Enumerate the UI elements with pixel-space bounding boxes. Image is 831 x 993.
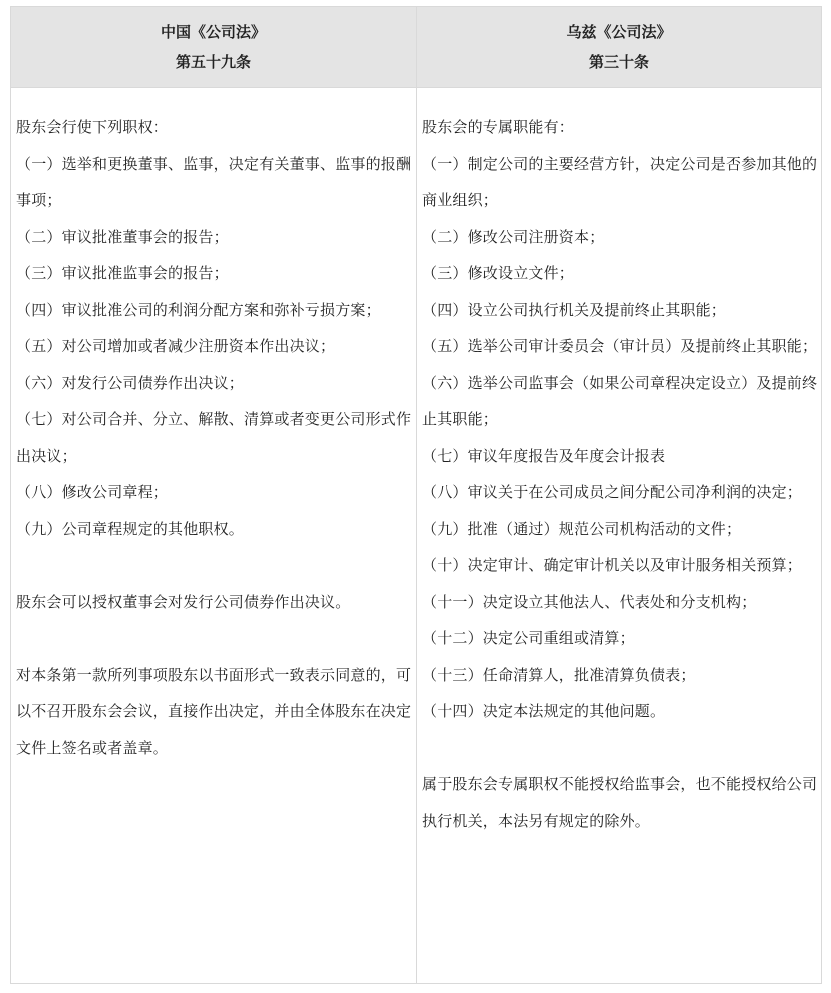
list-item: （四）设立公司执行机关及提前终止其职能； (422, 300, 727, 319)
left-paragraph-3: 对本条第一款所列事项股东以书面形式一致表示同意的，可以不召开股东会会议，直接作出决定，并由全体股东在决定文件上签名或者盖章。 (16, 665, 412, 757)
list-item: （十四）决定本法规定的其他问题。 (422, 702, 666, 720)
list-item: （一）制定公司的主要经营方针，决定公司是否参加其他的商业组织； (422, 154, 818, 209)
list-item: （十三）任命清算人，批准清算负债表； (422, 665, 696, 684)
comparison-table (10, 6, 822, 984)
list-item: （九）批准（通过）规范公司机构活动的文件； (422, 519, 742, 538)
spacer (16, 547, 414, 584)
left-paragraph-2: 股东会可以授权董事会对发行公司债券作出决议。 (16, 592, 351, 611)
list-item: （十一）决定设立其他法人、代表处和分支机构； (422, 592, 757, 611)
left-subtitle: 第五十九条 (175, 53, 251, 71)
left-column (11, 7, 417, 983)
left-intro: 股东会行使下列职权： (16, 118, 169, 136)
list-item: （四）审议批准公司的利润分配方案和弥补亏损方案； (16, 300, 381, 319)
right-intro: 股东会的专属职能有： (422, 118, 575, 136)
list-item: （一）选举和更换董事、监事，决定有关董事、监事的报酬事项； (16, 154, 412, 209)
spacer (422, 730, 819, 767)
list-item: （五）选举公司审计委员会（审计员）及提前终止其职能； (422, 337, 818, 355)
left-header (11, 7, 416, 88)
list-item: （三）修改设立文件； (422, 264, 575, 282)
list-item: （九）公司章程规定的其他职权。 (16, 519, 245, 538)
list-item: （十）决定审计、确定审计机关以及审计服务相关预算； (422, 556, 803, 574)
right-column (417, 7, 821, 983)
right-body (417, 88, 821, 839)
left-title: 中国《公司法》 (160, 23, 266, 41)
list-item: （二）审议批准董事会的报告； (16, 227, 229, 246)
list-item: （二）修改公司注册资本； (422, 227, 605, 246)
list-item: （六）选举公司监事会（如果公司章程决定设立）及提前终止其职能； (422, 373, 818, 428)
list-item: （七）对公司合并、分立、解散、清算或者变更公司形式作出决议； (16, 410, 412, 465)
list-item: （七）审议年度报告及年度会计报表 (422, 446, 666, 465)
spacer (16, 620, 414, 657)
list-item: （八）修改公司章程； (16, 483, 169, 501)
right-paragraph-2: 属于股东会专属职权不能授权给监事会，也不能授权给公司执行机关，本法另有规定的除外。 (422, 775, 818, 830)
list-item: （五）对公司增加或者减少注册资本作出决议； (16, 337, 336, 355)
list-item: （六）对发行公司债券作出决议； (16, 373, 245, 392)
right-header (417, 7, 821, 88)
left-body (11, 88, 416, 766)
right-title: 乌兹《公司法》 (566, 23, 672, 41)
list-item: （三）审议批准监事会的报告； (16, 264, 229, 282)
right-subtitle: 第三十条 (588, 53, 649, 71)
list-item: （十二）决定公司重组或清算； (422, 629, 635, 647)
list-item: （八）审议关于在公司成员之间分配公司净利润的决定； (422, 483, 803, 501)
